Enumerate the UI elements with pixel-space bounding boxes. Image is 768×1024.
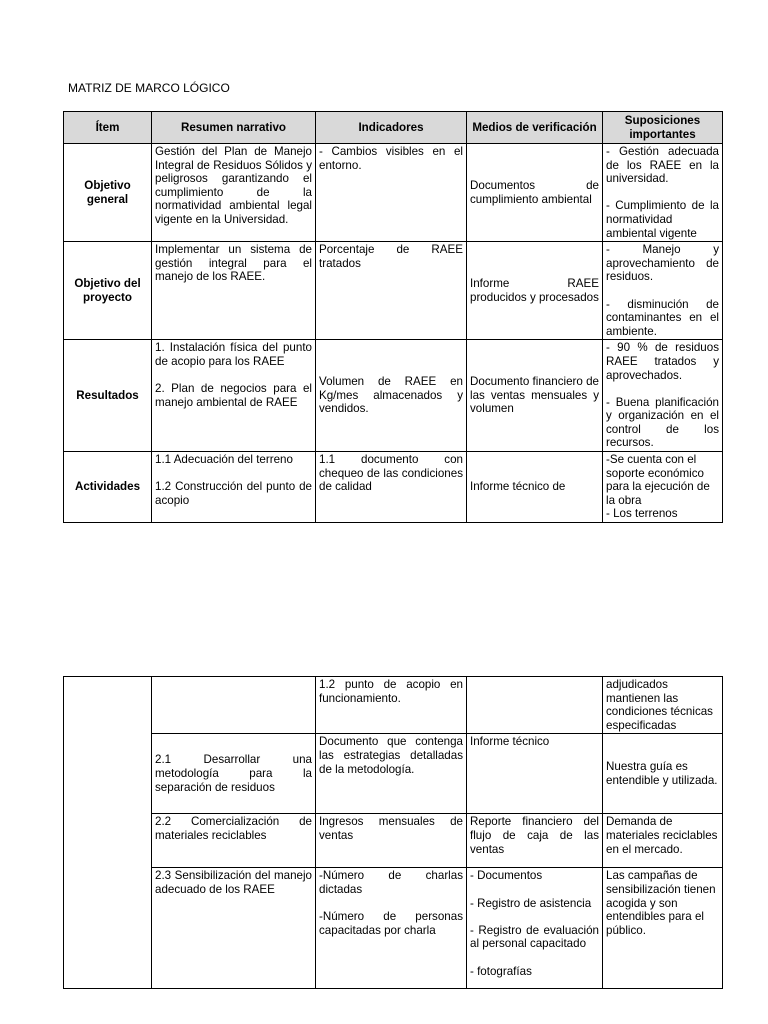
header-item: Ítem: [64, 112, 152, 144]
medio-text: - Registro de evaluación al personal capacitado: [470, 923, 599, 951]
indicadores-cell: Porcentaje de RAEE tratados: [316, 242, 467, 340]
row-label: Objetivo del proyecto: [64, 242, 152, 340]
resumen-text: 1.2 Construcción del punto de acopio: [155, 480, 312, 507]
suposicion-text: -Se cuenta con el soporte económico para la ejecución de la obra: [606, 453, 710, 507]
table-row: [64, 340, 723, 452]
suposicion-text: - 90 % de residuos RAEE tratados y aprovechados.: [606, 341, 719, 382]
resumen-text: 2. Plan de negocios para el manejo ambiental de RAEE: [155, 382, 312, 409]
resumen-cell: [152, 340, 316, 452]
suposicion-text: - Gestión adecuada de los RAEE en la universidad.: [606, 145, 719, 186]
suposicion-text: - disminución de contaminantes en el ambiente.: [606, 297, 719, 338]
resumen-cell: 2.2 Comercialización de materiales reciclables: [152, 814, 316, 868]
table-row: [64, 868, 723, 989]
row-label: [64, 677, 152, 989]
resumen-cell: [152, 677, 316, 734]
medios-cell: Reporte financiero del flujo de caja de las ventas: [467, 814, 603, 868]
resumen-text: 1. Instalación física del punto de acopio para los RAEE: [155, 341, 312, 368]
indicadores-cell: Volumen de RAEE en Kg/mes almacenados y vendidos.: [316, 340, 467, 452]
resumen-text: 1.1 Adecuación del terreno: [155, 453, 293, 467]
header-resumen: Resumen narrativo: [152, 112, 316, 144]
indicadores-cell: Documento que contenga las estrategias detalladas de la metodología.: [316, 734, 467, 814]
resumen-cell: 2.1 Desarrollar una metodología para la separación de residuos: [152, 734, 316, 814]
medios-cell: Informe técnico de: [467, 452, 603, 523]
document-title: MATRIZ DE MARCO LÓGICO: [68, 81, 230, 95]
table-row: [64, 734, 723, 814]
resumen-cell: 2.3 Sensibilización del manejo adecuado de los RAEE: [152, 868, 316, 989]
medios-cell: [467, 677, 603, 734]
medios-cell: Informe RAEE producidos y procesados: [467, 242, 603, 340]
suposicion-text: - Manejo y aprovechamiento de residuos.: [606, 243, 719, 284]
table-row: [64, 814, 723, 868]
suposiciones-cell: [603, 340, 723, 452]
resumen-cell: [152, 452, 316, 523]
suposicion-text: - Los terrenos: [606, 507, 678, 521]
indicadores-cell: 1.2 punto de acopio en funcionamiento.: [316, 677, 467, 734]
suposiciones-cell: Demanda de materiales reciclables en el mercado.: [603, 814, 723, 868]
row-label: Actividades: [64, 452, 152, 523]
indicadores-cell: 1.1 documento con chequeo de las condiciones de calidad: [316, 452, 467, 523]
medios-cell: Informe técnico: [467, 734, 603, 814]
suposiciones-cell: [603, 144, 723, 242]
table-row: [64, 452, 723, 523]
medios-cell: Documentos de cumplimiento ambiental: [467, 144, 603, 242]
row-label: Resultados: [64, 340, 152, 452]
medio-text: - Registro de asistencia: [470, 896, 592, 910]
header-suposiciones: Suposiciones importantes: [603, 112, 723, 144]
header-indicadores: Indicadores: [316, 112, 467, 144]
medio-text: - fotografías: [470, 964, 532, 978]
table-row: [64, 677, 723, 734]
suposiciones-cell: Las campañas de sensibilización tienen acogida y son entendibles para el público.: [603, 868, 723, 989]
table-row: [64, 242, 723, 340]
medios-cell: Documento financiero de las ventas mensuales y volumen: [467, 340, 603, 452]
suposicion-text: - Cumplimiento de la normatividad ambiental vigente: [606, 199, 719, 240]
logical-framework-table: [63, 111, 723, 523]
header-medios: Medios de verificación: [467, 112, 603, 144]
suposiciones-cell: adjudicados mantienen las condiciones técnicas especificadas: [603, 677, 723, 734]
indicadores-cell: - Cambios visibles en el entorno.: [316, 144, 467, 242]
table-row: [64, 144, 723, 242]
suposiciones-cell: [603, 452, 723, 523]
medios-cell: [467, 868, 603, 989]
table-header-row: [64, 112, 723, 144]
logical-framework-table-continuation: [63, 676, 723, 989]
resumen-cell: Gestión del Plan de Manejo Integral de Residuos Sólidos y peligrosos garantizando el cumplimiento de la normatividad ambiental legal vigente en la Universidad.: [152, 144, 316, 242]
indicador-text: -Número de charlas dictadas: [319, 869, 463, 896]
suposicion-text: - Buena planificación y organización en el control de los recursos.: [606, 395, 719, 450]
indicadores-cell: [316, 868, 467, 989]
medio-text: - Documentos: [470, 869, 543, 883]
indicadores-cell: Ingresos mensuales de ventas: [316, 814, 467, 868]
resumen-cell: Implementar un sistema de gestión integral para el manejo de los RAEE.: [152, 242, 316, 340]
suposiciones-cell: [603, 242, 723, 340]
row-label: Objetivo general: [64, 144, 152, 242]
indicador-text: -Número de personas capacitadas por charla: [319, 910, 463, 937]
suposiciones-cell: Nuestra guía es entendible y utilizada.: [603, 734, 723, 814]
